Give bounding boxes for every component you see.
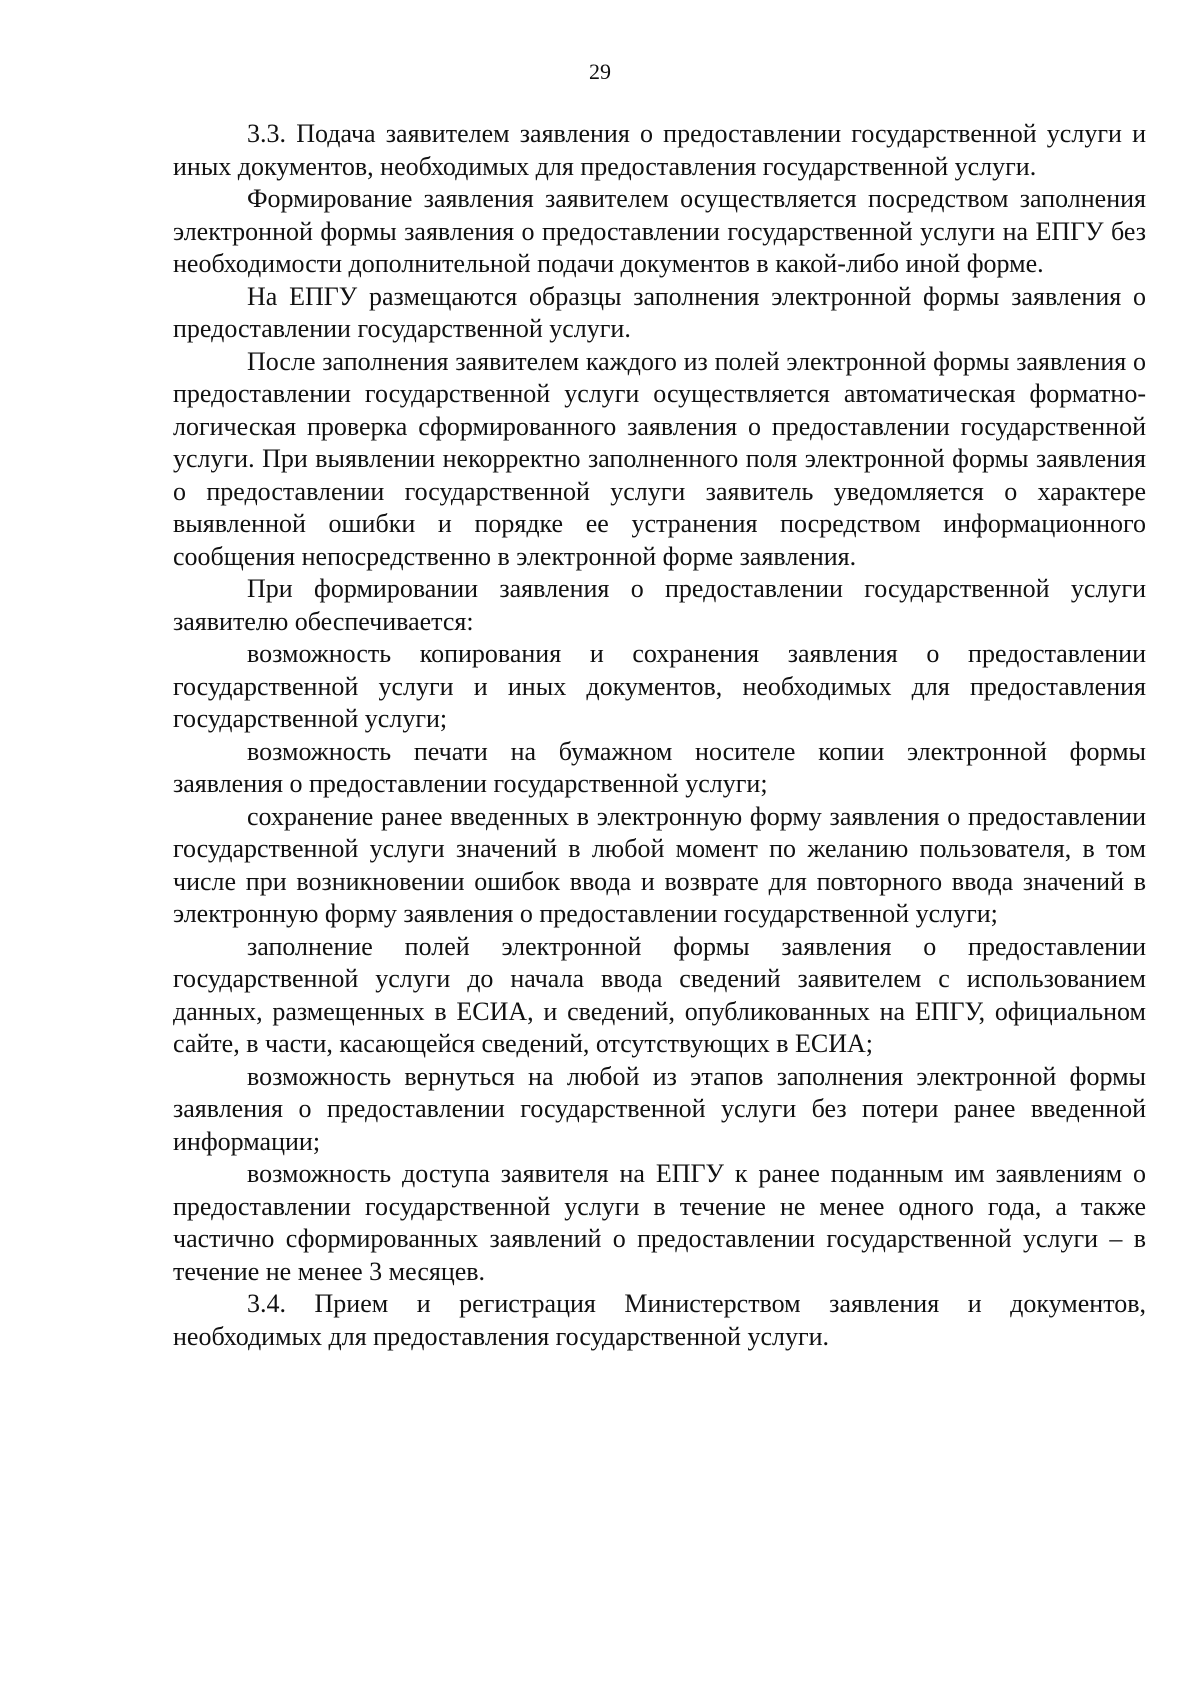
- list-item: возможность доступа заявителя на ЕПГУ к ранее поданным им заявлениям о предоставлении государственной услуги в течение не менее одного года, а также частично сформированных заявлений о предоставлении государственной услуги – в течение не менее 3 месяцев.: [173, 1159, 1146, 1286]
- paragraph: Формирование заявления заявителем осуществляется посредством заполнения электронной формы заявления о предоставлении государственной услуги на ЕПГУ без необходимости дополнительной подачи документов в какой-либо иной форме.: [173, 184, 1146, 278]
- list-item: возможность печати на бумажном носителе копии электронной формы заявления о предоставлении государственной услуги;: [173, 736, 1146, 798]
- paragraph: На ЕПГУ размещаются образцы заполнения электронной формы заявления о предоставлении государственной услуги.: [173, 281, 1146, 343]
- page-number: 29: [589, 59, 611, 84]
- section-heading-3-3: 3.3. Подача заявителем заявления о предоставлении государственной услуги и иных документов, необходимых для предоставления государственной услуги.: [173, 119, 1146, 181]
- paragraph: При формировании заявления о предоставлении государственной услуги заявителю обеспечивается:: [173, 574, 1146, 636]
- paragraph: После заполнения заявителем каждого из полей электронной формы заявления о предоставлении государственной услуги осуществляется автоматическая форматно-логическая проверка сформированного заявления о предоставлении государственной услуги. При выявлении некорректно заполненного поля электронной формы заявления о предоставлении государственной услуги заявитель уведомляется о характере выявленной ошибки и порядке ее устранения посредством информационного сообщения непосредственно в электронной форме заявления.: [173, 346, 1146, 571]
- list-item: заполнение полей электронной формы заявления о предоставлении государственной услуги до начала ввода сведений заявителем с использованием данных, размещенных в ЕСИА, и сведений, опубликованных на ЕПГУ, официальном сайте, в части, касающейся сведений, отсутствующих в ЕСИА;: [173, 931, 1146, 1058]
- list-item: сохранение ранее введенных в электронную форму заявления о предоставлении государственной услуги значений в любой момент по желанию пользователя, в том числе при возникновении ошибок ввода и возврате для повторного ввода значений в электронную форму заявления о предоставлении государственной услуги;: [173, 801, 1146, 928]
- document-body: [173, 118, 1146, 1353]
- section-heading-3-4: 3.4. Прием и регистрация Министерством заявления и документов, необходимых для предоставления государственной услуги.: [173, 1289, 1146, 1351]
- list-item: возможность вернуться на любой из этапов заполнения электронной формы заявления о предоставлении государственной услуги без потери ранее введенной информации;: [173, 1061, 1146, 1156]
- list-item: возможность копирования и сохранения заявления о предоставлении государственной услуги и иных документов, необходимых для предоставления государственной услуги;: [173, 639, 1146, 733]
